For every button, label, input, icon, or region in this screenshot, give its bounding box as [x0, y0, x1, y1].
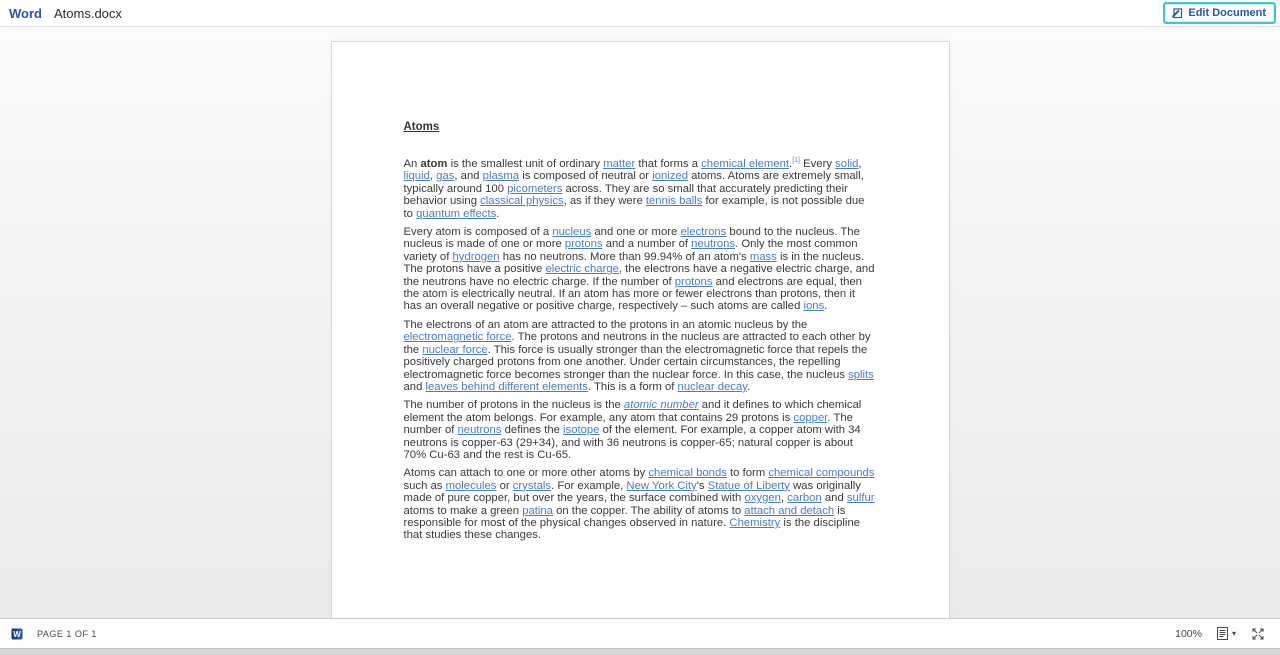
hyperlink[interactable]: matter — [603, 158, 636, 170]
bold-text: atom — [420, 158, 448, 170]
hyperlink[interactable]: isotope — [563, 424, 600, 437]
hyperlink[interactable]: nuclear force — [422, 343, 488, 356]
hyperlink[interactable]: classical physics — [480, 195, 564, 208]
hyperlink[interactable]: Statue of Liberty — [707, 479, 790, 492]
edit-document-label: Edit Document — [1188, 7, 1266, 19]
hyperlink[interactable]: gas — [436, 170, 455, 183]
hyperlink[interactable]: electrons — [680, 226, 727, 239]
hyperlink[interactable]: nuclear decay — [677, 380, 748, 393]
status-right — [1175, 627, 1265, 641]
footnote-reference-link[interactable]: [1] — [792, 157, 800, 165]
hyperlink[interactable]: electromagnetic force — [403, 331, 512, 344]
document-filename: Atoms.docx — [53, 5, 122, 21]
hyperlink[interactable]: neutrons — [457, 424, 502, 437]
hyperlink[interactable]: sulfur — [846, 492, 875, 505]
document-page — [331, 41, 950, 618]
hyperlink[interactable]: chemical compounds — [768, 467, 875, 480]
fullscreen-icon — [1251, 627, 1265, 641]
hyperlink[interactable]: protons — [564, 238, 603, 251]
document-heading: Atoms — [403, 121, 440, 133]
hyperlink[interactable]: chemical element — [701, 158, 790, 170]
hyperlink[interactable]: chemical bonds — [648, 467, 727, 480]
zoom-level[interactable]: 100% — [1175, 627, 1202, 640]
document-canvas — [0, 27, 1280, 618]
hyperlink[interactable]: splits — [848, 368, 874, 381]
word-brand-label: Word — [9, 5, 42, 21]
paragraph: The electrons of an atom are attracted to the protons in an atomic nucleus by the electromagnetic force. The protons and neutrons in the nucleus are attracted to each other by the nuclear force. This force is usually stronger than the electromagnetic force that repels the positively charged protons from one another. Under certain circumstances, the repelling electromagnetic force becomes stronger than the nuclear force. In this case, the nucleus splits and leaves behind different elements. This is a form of nuclear decay. — [403, 318, 874, 393]
hyperlink[interactable]: quantum effects — [416, 207, 497, 220]
edit-document-icon — [1171, 7, 1183, 19]
hyperlink[interactable]: mass — [749, 250, 777, 263]
hyperlink[interactable]: ionized — [652, 170, 689, 183]
hyperlink[interactable]: atomic number — [623, 399, 699, 412]
hyperlink[interactable]: picometers — [507, 182, 563, 195]
hyperlink[interactable]: tennis balls — [645, 195, 703, 208]
hyperlink[interactable]: crystals — [512, 479, 552, 492]
paragraph: An atom is the smallest unit of ordinary matter that forms a chemical element.[1] Every solid, liquid, gas, and plasma is composed of neutral or ionized atoms. Atoms are extremely small, typically around 100 picometers across. They are so small that accurately predicting their behavior using classical physics, as if they were tennis balls for example, is not possible due to quantum effects. — [403, 157, 865, 220]
hyperlink[interactable]: nucleus — [552, 226, 592, 239]
hyperlink[interactable]: oxygen — [744, 492, 781, 505]
window-bottom-strip — [0, 648, 1280, 655]
fullscreen-button[interactable] — [1251, 627, 1265, 641]
hyperlink[interactable]: neutrons — [691, 238, 736, 251]
document-body — [404, 158, 875, 542]
hyperlink[interactable]: electric charge — [545, 263, 619, 276]
hyperlink[interactable]: Chemistry — [729, 516, 781, 529]
hyperlink[interactable]: New York City — [626, 479, 697, 492]
hyperlink[interactable]: liquid — [403, 170, 430, 183]
paragraph: The number of protons in the nucleus is the atomic number and it defines to which chemical element the atom belongs. For example, any atom that contains 29 protons is copper. The number of neutrons defines the isotope of the element. For example, a copper atom with 34 neutrons is copper-63 (29+34), and with 36 neutrons is copper-65; natural copper is about 70% Cu-63 and the rest is Cu-65. — [403, 399, 862, 461]
hyperlink[interactable]: molecules — [445, 479, 497, 492]
chevron-down-icon: ▾ — [1231, 628, 1236, 638]
hyperlink[interactable]: patina — [522, 504, 553, 517]
edit-document-button[interactable] — [1163, 2, 1276, 24]
status-left — [11, 628, 97, 640]
paragraph: Atoms can attach to one or more other atoms by chemical bonds to form chemical compounds such as molecules or crystals. For example, New York City's Statue of Liberty was originally made of pure copper, but over the years, the surface combined with oxygen, carbon and sulfur atoms to make a green patina on the copper. The ability of atoms to attach and detach is responsible for most of the physical changes observed in nature. Chemistry is the discipline that studies these changes. — [403, 467, 875, 542]
hyperlink[interactable]: protons — [674, 275, 713, 288]
view-mode-dropdown[interactable] — [1217, 627, 1236, 640]
hyperlink[interactable]: carbon — [787, 492, 822, 505]
hyperlink[interactable]: leaves behind different elements — [425, 380, 588, 393]
page-indicator: PAGE 1 OF 1 — [37, 628, 97, 639]
hyperlink[interactable]: plasma — [482, 170, 520, 183]
hyperlink[interactable]: attach and detach — [744, 504, 835, 517]
svg-text:W: W — [13, 629, 21, 639]
hyperlink[interactable]: ions — [803, 300, 825, 313]
reading-view-icon — [1217, 627, 1228, 640]
paragraph: Every atom is composed of a nucleus and one or more electrons bound to the nucleus. The nucleus is made of one or more protons and a number of neutrons. Only the most common variety of hydrogen has no neutrons. More than 99.94% of an atom's mass is in the nucleus. The protons have a positive electric charge, the electrons have a negative electric charge, and the neutrons have no electric charge. If the number of protons and electrons are equal, then the atom is electrically neutral. If an atom has more or fewer electrons than protons, then it has an overall negative or positive charge, respectively – such atoms are called ions. — [403, 226, 875, 313]
hyperlink[interactable]: copper — [793, 411, 828, 424]
hyperlink[interactable]: hydrogen — [452, 250, 500, 263]
status-bar — [0, 618, 1280, 648]
app-header — [0, 0, 1280, 27]
hyperlink[interactable]: solid — [835, 158, 859, 170]
word-statusbar-icon — [11, 628, 23, 640]
